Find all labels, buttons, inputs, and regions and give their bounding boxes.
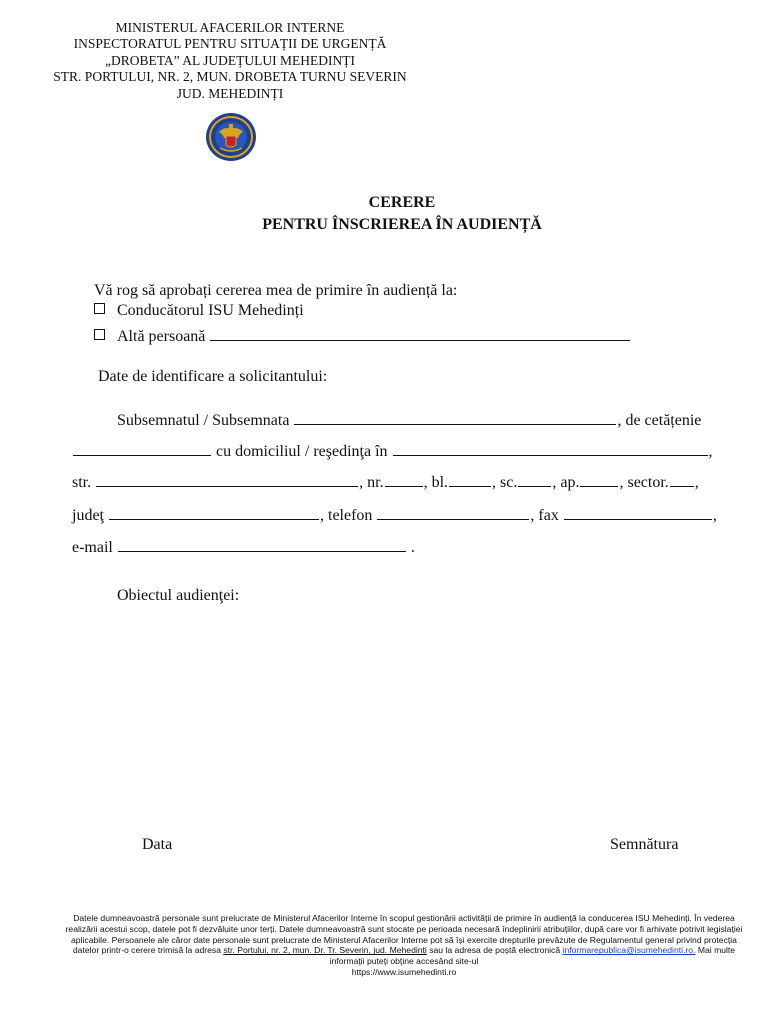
sector-label: , sector. [619,474,669,491]
address-line [72,472,699,492]
ap-label: , ap. [552,474,580,491]
sector-field[interactable] [670,472,694,487]
alta-persoana-field[interactable] [210,326,630,341]
obiect-label: Obiectul audienţei: [117,587,240,604]
ap-field[interactable] [580,472,618,487]
option-alta-persoana[interactable] [94,326,631,346]
bl-label: , bl. [423,474,449,491]
email-line [72,537,415,557]
gdpr-website[interactable]: https://www.isumehedinti.ro [351,966,457,977]
domiciliu-field[interactable] [393,441,708,456]
gdpr-notice [64,913,744,978]
option-conducator[interactable] [94,302,304,320]
sc-field[interactable] [518,472,551,487]
sc-label: , sc. [492,474,518,491]
signature-label: Semnătura [610,836,679,853]
sector-comma: , [694,474,699,491]
judet-label: judeţ [72,507,104,524]
judet-field[interactable] [109,505,319,520]
str-label: str. [72,474,92,491]
domiciliu-label: cu domiciliul / reşedinţa în [216,443,388,460]
request-intro: Vă rog să aprobați cererea mea de primire în audiență la: [94,282,458,299]
name-field[interactable] [294,410,616,425]
telefon-label: , telefon [320,507,373,524]
fax-label: , fax [530,507,559,524]
contact-line [72,505,717,525]
institution-header [30,20,430,102]
document-title [0,192,768,236]
gdpr-text-part3: Mai multe informații puteți obține accesând site-ul [329,945,736,967]
header-line-county: „DROBETA” AL JUDEȚULUI MEHEDINȚI [105,52,355,68]
header-line-judet: JUD. MEHEDINȚI [176,85,284,101]
identification-heading: Date de identificare a solicitantului: [98,368,328,385]
title-subtitle: PENTRU ÎNSCRIEREA ÎN AUDIENȚĂ [262,216,542,233]
subsemnatul-line [117,410,701,430]
telefon-field[interactable] [377,505,529,520]
checkbox-icon[interactable] [94,303,105,314]
fax-field[interactable] [564,505,712,520]
domiciliu-comma: , [708,443,713,460]
isu-emblem-icon [205,112,257,162]
email-label: e-mail [72,539,113,556]
cetatenie-label: , de cetățenie [617,412,702,429]
header-line-inspectorate: INSPECTORATUL PENTRU SITUAȚII DE URGENȚĂ [73,36,387,52]
title-cerere: CERERE [368,194,436,211]
header-line-address: STR. PORTULUI, NR. 2, MUN. DROBETA TURNU SEVERIN [53,69,407,85]
email-field[interactable] [118,537,406,552]
bl-field[interactable] [449,472,491,487]
email-period: . [410,539,415,556]
option-alta-persoana-label: Altă persoană [117,328,206,345]
gdpr-text-part2: sau la adresa de poștă electronică [426,945,563,956]
nr-label: , nr. [359,474,384,491]
subsemnatul-label: Subsemnatul / Subsemnata [117,412,290,429]
gdpr-address: str. Portului, nr. 2, mun. Dr. Tr. Severin, jud. Mehedinți [223,945,427,956]
gdpr-text-part1: Datele dumneavoastră personale sunt prelucrate de Ministerul Afacerilor Interne în scopul gestionării activității de primire în audiență la conducerea ISU Mehedinți. În vederea realizării acestui scop, datele pot fi dezvăluite unor terți. Datele dumneavoastră sunt stocate pe perioada necesară îndeplinirii atribuțiilor, după care vor fi arhivate potrivit legislației aplicabile. Persoanele ale căror date personale sunt prelucrate de Ministerul Afacerilor Interne pot să își exercite drepturile prevăzute de Regulamentul general privind protecția datelor printr-o cerere trimisă la adresa [65,913,743,956]
header-line-ministry: MINISTERUL AFACERILOR INTERNE [115,20,345,35]
checkbox-icon[interactable] [94,329,105,340]
nr-field[interactable] [385,472,423,487]
gdpr-email-link[interactable]: informarepublica@isumehedinti.ro. [562,945,696,956]
domiciliu-line [72,441,713,461]
street-field[interactable] [96,472,358,487]
citizenship-field[interactable] [73,441,211,456]
date-label: Data [142,836,173,853]
option-conducator-label: Conducătorul ISU Mehedinți [117,302,304,319]
fax-comma: , [712,507,717,524]
